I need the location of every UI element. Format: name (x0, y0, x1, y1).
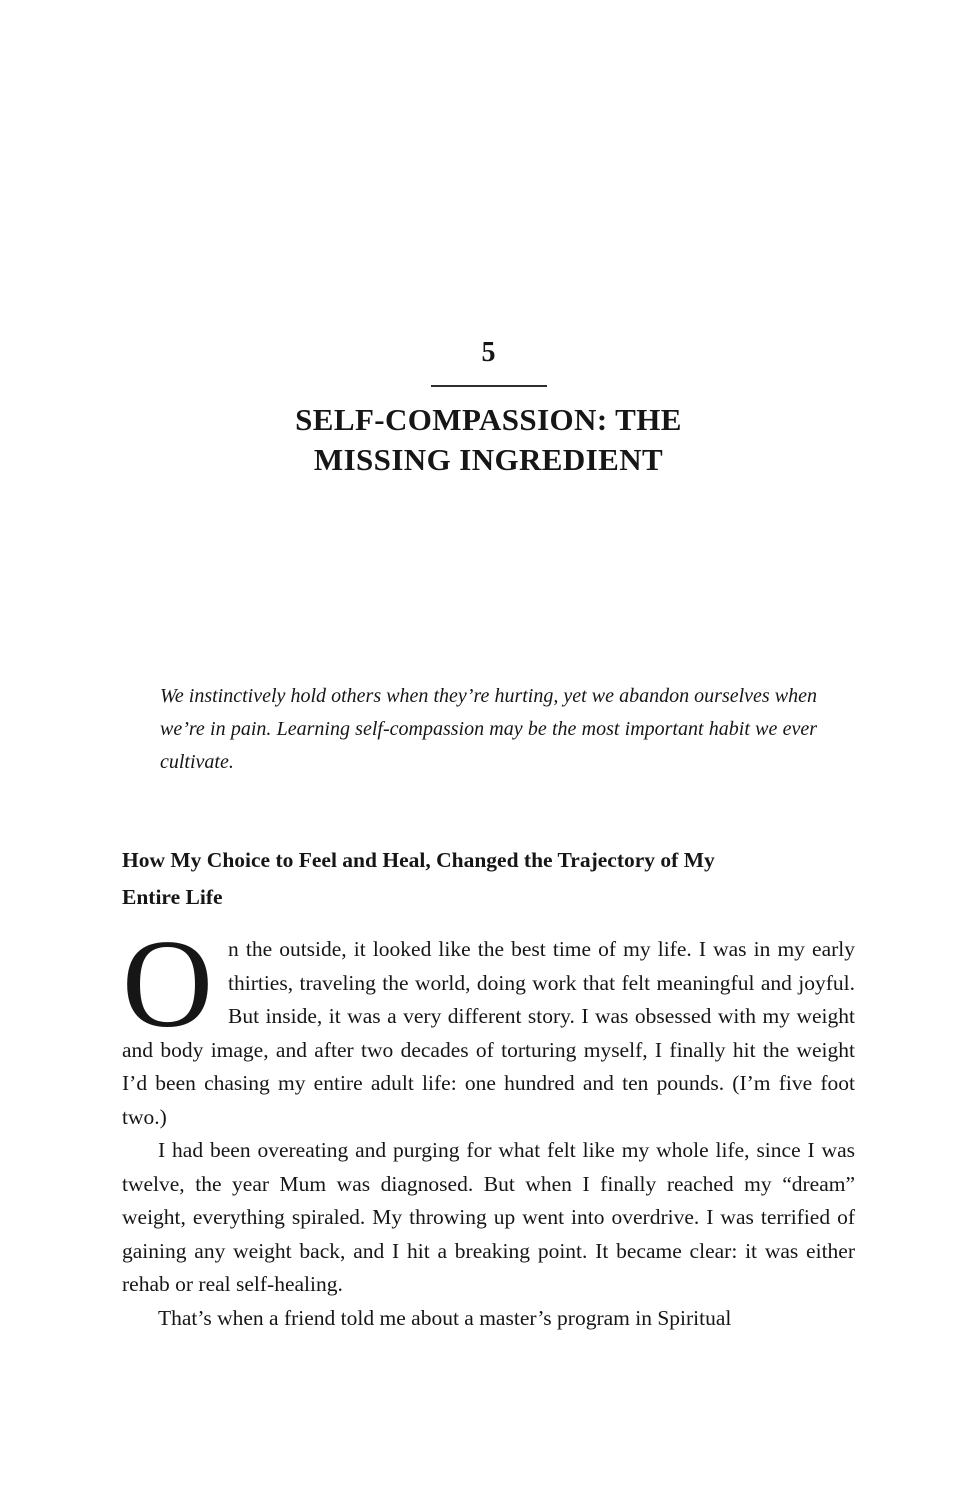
drop-cap: O (122, 915, 213, 1054)
chapter-title (122, 400, 855, 480)
section-heading-line-1: How My Choice to Feel and Heal, Changed the Trajectory of My (122, 848, 715, 872)
body-text (122, 915, 855, 1335)
paragraph-1 (122, 915, 855, 1134)
epigraph: We instinctively hold others when they’re hurting, yet we abandon ourselves when we’re in pain. Learning self-compassion may be the most important habit we ever cultivate. (160, 685, 817, 773)
chapter-title-line-1: SELF-COMPASSION: THE (295, 402, 682, 437)
chapter-header (122, 336, 855, 480)
chapter-divider-rule (431, 385, 547, 387)
paragraph-2: I had been overeating and purging for what felt like my whole life, since I was twelve, the year Mum was diagnosed. But when I finally reached my “dream” weight, everything spiraled. My throwing up went into overdrive. I was terrified of gaining any weight back, and I hit a breaking point. It became clear: it was either rehab or real self-healing. (122, 1138, 855, 1296)
chapter-number: 5 (481, 337, 496, 368)
section-heading-line-2: Entire Life (122, 885, 223, 909)
section-heading (122, 842, 855, 916)
chapter-title-line-2: MISSING INGREDIENT (313, 442, 664, 477)
paragraph-1-text: n the outside, it looked like the best time of my life. I was in my early thirties, traveling the world, doing work that felt meaningful and joyful. But inside, it was a very different story. I was obsessed with my weight and body image, and after two decades of torturing myself, I finally hit the weight I’d been chasing my entire adult life: one hundred and ten pounds. (I’m five foot two.) (122, 937, 855, 1129)
paragraph-3: That’s when a friend told me about a master’s program in Spiritual (158, 1305, 732, 1330)
